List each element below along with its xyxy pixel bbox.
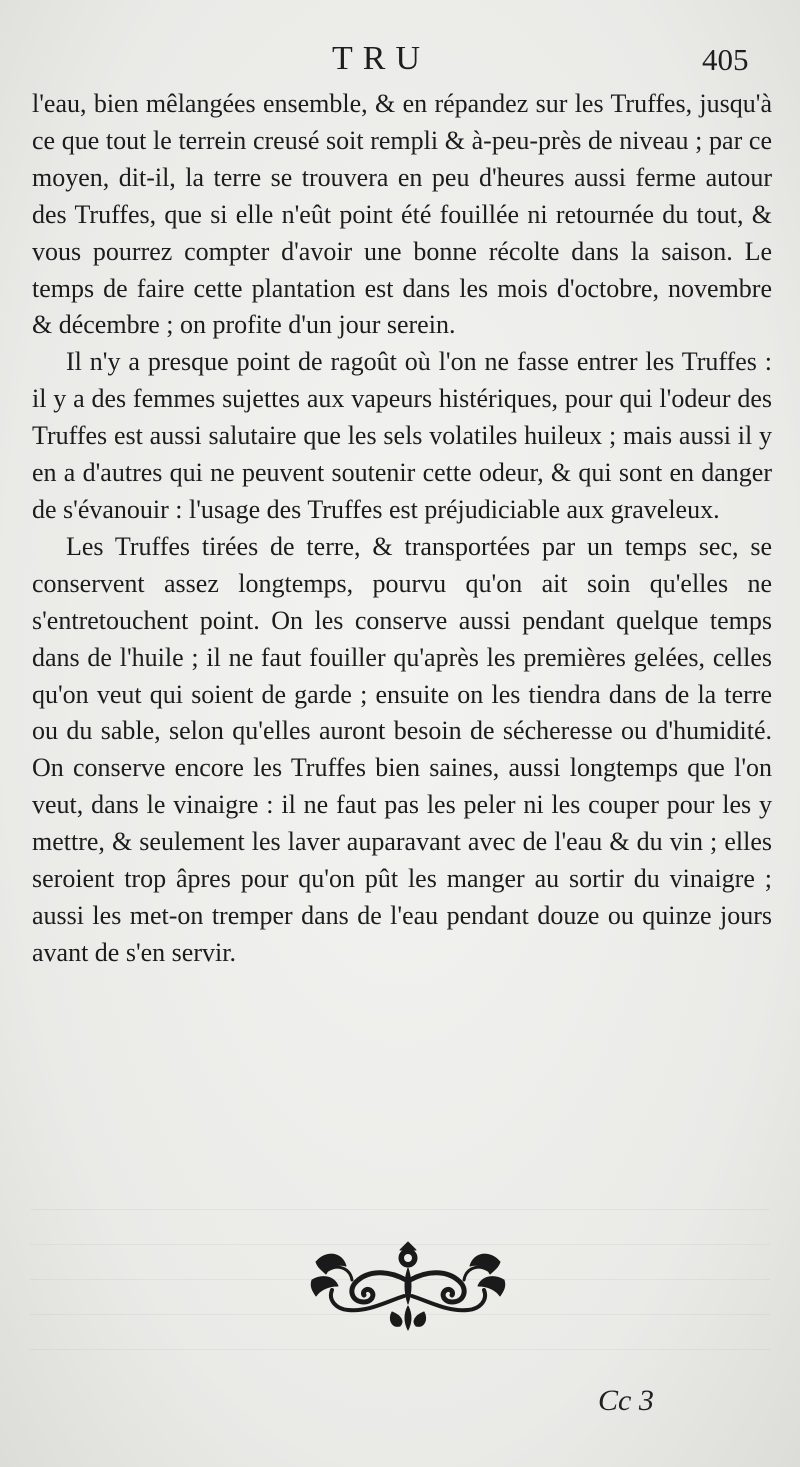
paragraph-continuation: l'eau, bien mêlangées ensemble, & en répandez sur les Truffes, jusqu'à ce que tout le terrein creusé soit rempli & à-peu-près de niveau ; par ce moyen, dit-il, la terre se trouvera en peu d'heures aussi ferme autour des Truffes, que si elle n'eût point été fouillée ni retournée du tout, & vous pourrez compter d'avoir une bonne récolte dans la saison. Le temps de faire cette plantation est dans les mois d'octobre, novembre & décembre ; on profite d'un jour serein. (32, 89, 772, 340)
page-header (0, 38, 800, 88)
paragraph-truffle-preservation: Les Truffes tirées de terre, & transportées par un temps sec, se conservent assez longtemps, pourvu qu'on ait soin qu'elles ne s'entretouchent point. On les conserve aussi pendant quelque temps dans de l'huile ; il ne faut fouiller qu'après les premières gelées, celles qu'on veut qui soient de garde ; ensuite on les tiendra dans de la terre ou du sable, selon qu'elles auront besoin de sécheresse ou d'humidité. On conserve encore les Truffes bien saines, aussi longtemps que l'on veut, dans le vinaigre : il ne faut pas les peler ni les couper pour les y mettre, & seulement les laver auparavant avec de l'eau & du vin ; elles seroient trop âpres pour qu'on pût les manger au sortir du vinaigre ; aussi les met-on tremper dans de l'eau pendant douze ou quinze jours avant de s'en servir. (32, 531, 772, 967)
paragraph-truffle-uses: Il n'y a presque point de ragoût où l'on ne fasse entrer les Truffes : il y a des femmes sujettes aux vapeurs histériques, pour qui l'odeur des Truffes est aussi salutaire que les sels volatiles huileux ; mais aussi il y en a d'autres qui ne peuvent soutenir cette odeur, & qui sont en danger de s'évanouir : l'usage des Truffes est préjudiciable aux graveleux. (32, 347, 772, 524)
floral-tailpiece-ornament-icon (308, 1240, 508, 1332)
running-head: TRU (332, 40, 430, 77)
body-text (32, 86, 772, 972)
signature-mark: Cc 3 (598, 1384, 654, 1417)
page-number: 405 (702, 42, 749, 77)
